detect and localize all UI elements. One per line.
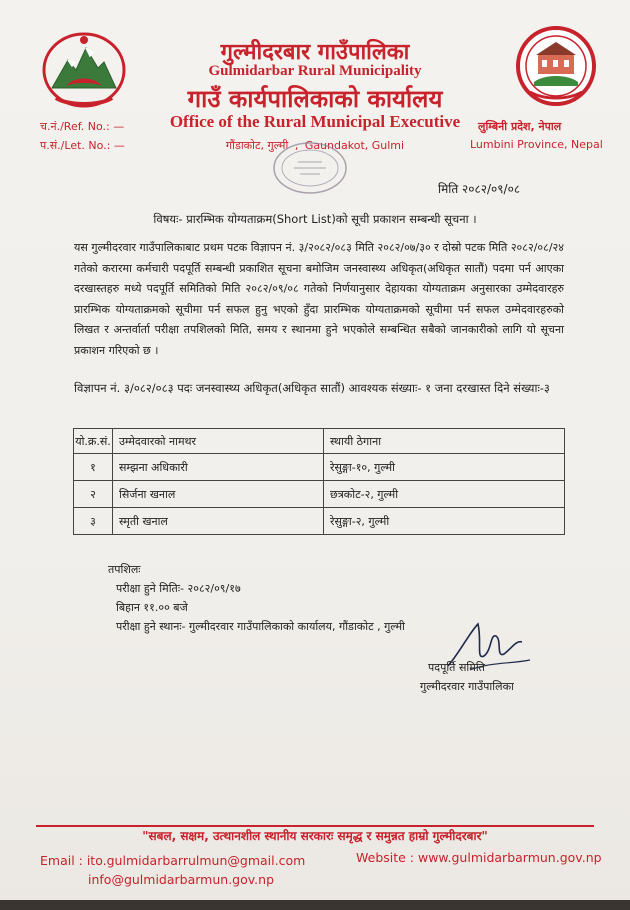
location-nepali: गौंडाकोट, गुल्मी xyxy=(225,139,289,152)
footer-website: Website : www.gulmidarbarmun.gov.np xyxy=(356,850,602,865)
col-header-name: उम्मेदवारको नामथर xyxy=(113,429,324,454)
municipality-name-english: Gulmidarbar Rural Municipality xyxy=(208,63,422,79)
table-row xyxy=(74,454,565,481)
cell-serial: १ xyxy=(74,454,113,481)
province-nepali: लुम्बिनी प्रदेश, नेपाल xyxy=(478,120,562,133)
exam-venue: परीक्षा हुने स्थानः- गुल्मीदरवार गाउँपालिकाको कार्यालय, गौंडाकोट , गुल्मी xyxy=(116,620,405,633)
location-english: Gaundakot, Gulmi xyxy=(304,139,405,152)
page-bottom-edge xyxy=(0,900,630,910)
col-header-address: स्थायी ठेगाना xyxy=(324,429,565,454)
office-location: गौंडाकोट, गुल्मी , Gaundakot, Gulmi xyxy=(225,139,405,152)
office-name-english: Office of the Rural Municipal Executive xyxy=(169,112,461,131)
details-heading: तपशिलः xyxy=(108,563,141,576)
cell-serial: २ xyxy=(74,481,113,508)
exam-details xyxy=(108,560,405,636)
municipality-name-nepali: गुल्मीदरबार गाउँपालिका xyxy=(220,40,410,65)
signatory-municipality: गुल्मीदरवार गाउँपालिका xyxy=(420,680,514,693)
candidate-table xyxy=(73,428,565,535)
letter-number-label: प.सं./Let. No.: — xyxy=(40,139,125,152)
exam-time: बिहान ११.०० बजे xyxy=(116,601,188,614)
col-header-serial: यो.क्र.सं. xyxy=(74,429,113,454)
signatory-committee: पदपूर्ति समिति xyxy=(428,661,485,674)
table-row xyxy=(74,508,565,535)
footer-email-secondary: info@gulmidarbarmun.gov.np xyxy=(88,872,275,887)
cell-name: सम्झना अधिकारी xyxy=(113,454,324,481)
cell-address: छत्रकोट-२, गुल्मी xyxy=(324,481,565,508)
notice-subject: विषयः- प्रारम्भिक योग्यताक्रम(Short List)को सूची प्रकाशन सम्बन्धी सूचना । xyxy=(153,212,477,226)
cell-address: रेसुङ्गा-१०, गुल्मी xyxy=(324,454,565,481)
notice-body-paragraph: यस गुल्मीदरवार गाउँपालिकाबाट प्रथम पटक विज्ञापन नं. ३/२०८२/०८३ मिति २०८२/०७/३० र दोस्रो पटक मिति २०८२/०८/२४ गतेको करारमा कर्मचारी पदपूर्ति सम्बन्धी प्रकाशित सूचना बमोजिम जनस्वास्थ्य अधिकृत(अधिकृत सातौं) पदमा पर्न आएका दरखास्तहरु मध्ये पदपूर्ति समितिको मिति २०८२/०९/०८ गतेको निर्णयानुसार देहायका योग्यताक्रम अनुसारका उम्मेदवारहरु प्रारम्भिक योग्यताक्रमको सूचीमा पर्न सफल हुनु भएको हुँदा प्रारम्भिक योग्यताक्रमको सूचीमा पर्न सफल उम्मेदवारहरुको लिखत र अन्तर्वार्ता परीक्षा तपशिलको मिति, समय र स्थानमा हुने भएकोले सम्बन्धित सबैको जानकारीको लागि यो सूचना प्रकाशन गरिएको छ । xyxy=(74,241,564,357)
office-stamp-icon xyxy=(270,140,350,196)
exam-date: परीक्षा हुने मितिः- २०८२/०९/१७ xyxy=(116,582,241,595)
table-row xyxy=(74,481,565,508)
notice-date: मिति २०८२/०९/०८ xyxy=(438,182,521,196)
province-english: Lumbini Province, Nepal xyxy=(470,138,603,151)
footer-email: Email : ito.gulmidarbarrulmun@gmail.com xyxy=(40,853,306,868)
advertisement-details: विज्ञापन नं. ३/०८२/०८३ पदः जनस्वास्थ्य अधिकृत(अधिकृत सातौं) आवश्यक संख्याः- १ जना दरखास्त दिने संख्याः-३ xyxy=(74,381,550,395)
office-name-nepali: गाउँ कार्यपालिकाको कार्यालय xyxy=(187,85,443,113)
cell-name: सिर्जना खनाल xyxy=(113,481,324,508)
cell-name: स्मृती खनाल xyxy=(113,508,324,535)
cell-serial: ३ xyxy=(74,508,113,535)
ref-number-label: च.नं./Ref. No.: — xyxy=(40,120,125,133)
cell-address: रेसुङ्गा-२, गुल्मी xyxy=(324,508,565,535)
table-header-row xyxy=(74,429,565,454)
footer-motto: "सबल, सक्षम, उत्थानशील स्थानीय सरकारः समृद्ध र समुन्नत हाम्रो गुल्मीदरबार" xyxy=(142,829,488,843)
